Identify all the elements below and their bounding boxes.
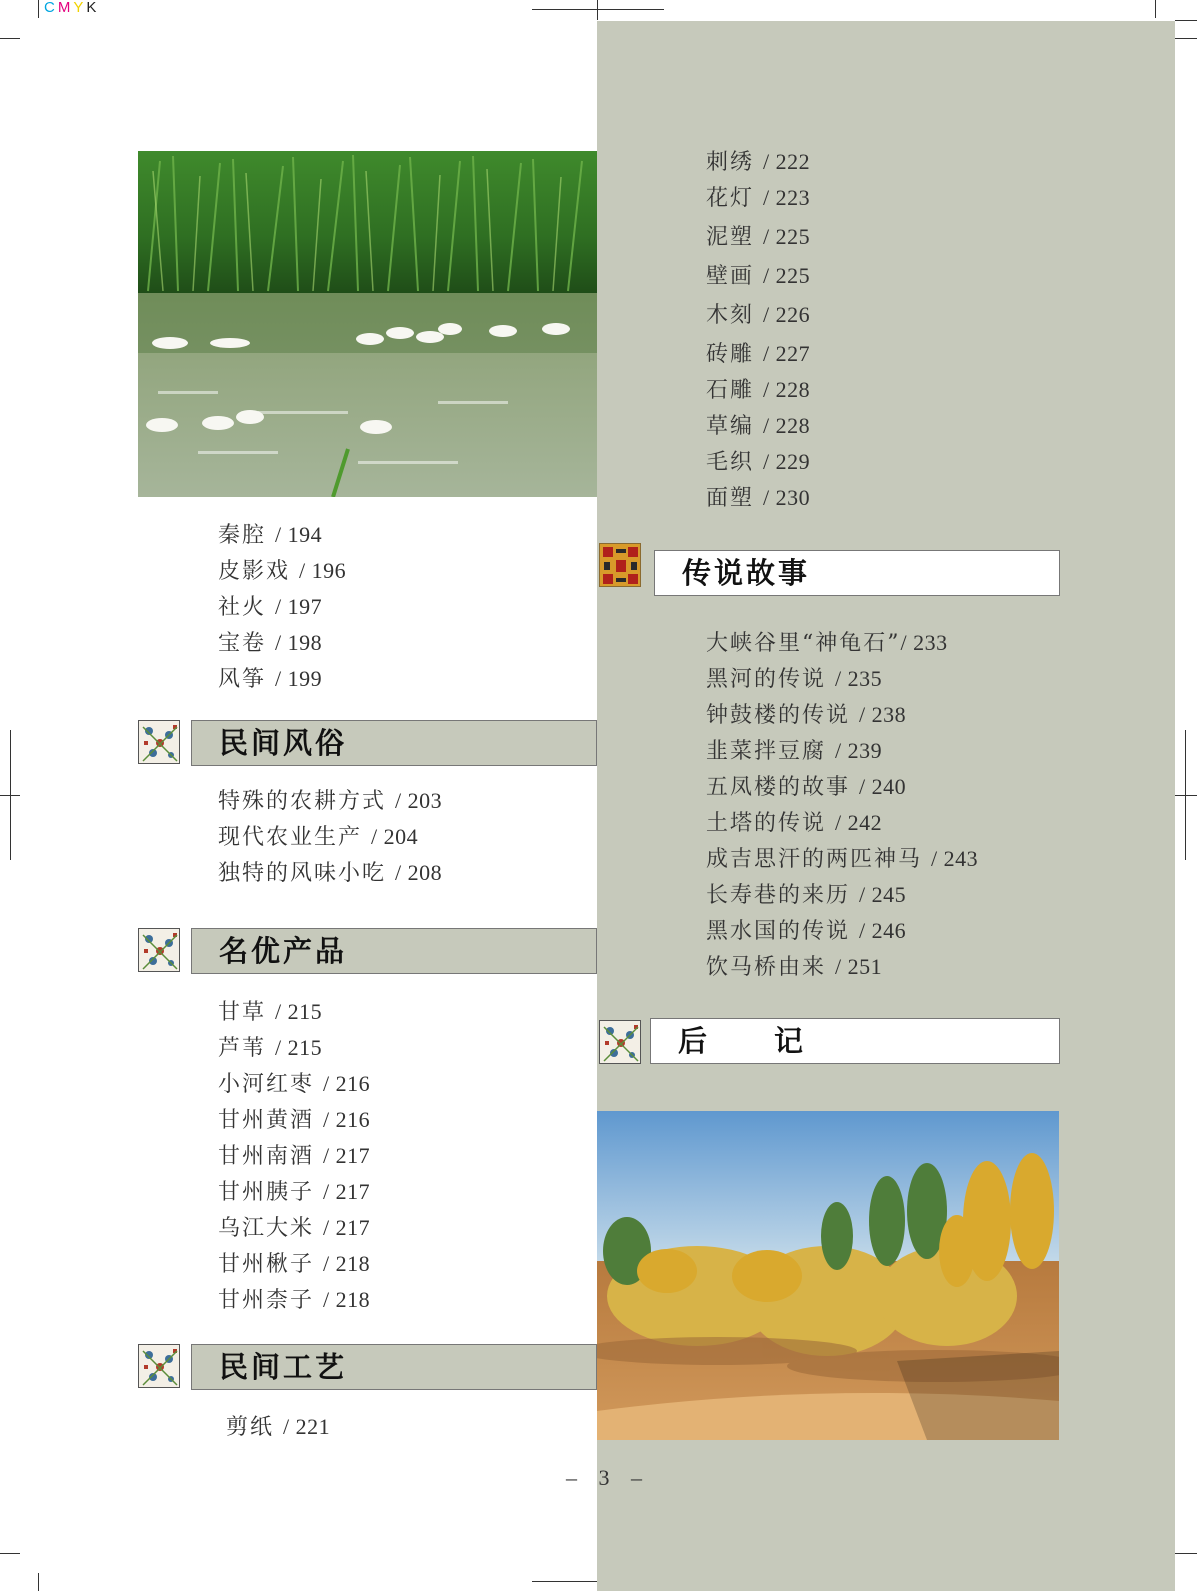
entry-page: / 218: [323, 1287, 371, 1312]
entry-page: / 233: [900, 630, 948, 655]
entry-title: 甘草: [218, 1000, 267, 1025]
entry-page: / 217: [323, 1215, 371, 1240]
entry-title: 现代农业生产: [218, 825, 363, 850]
entry-title: 乌江大米: [218, 1216, 315, 1241]
toc-entry[interactable]: [706, 149, 810, 176]
entry-page: / 251: [835, 954, 883, 979]
toc-entry[interactable]: [218, 1251, 370, 1278]
toc-entry[interactable]: [706, 738, 882, 765]
entry-title: 成吉思汗的两匹神马: [706, 847, 923, 872]
entry-title: 五凤楼的故事: [706, 775, 851, 800]
entry-title: 石雕: [706, 378, 755, 403]
entry-page: / 238: [859, 702, 907, 727]
entry-title: 甘州楸子: [218, 1252, 315, 1277]
toc-entry[interactable]: [706, 810, 882, 837]
entry-title: 刺绣: [706, 150, 755, 175]
entry-title: 饮马桥由来: [706, 955, 827, 980]
entry-page: / 216: [323, 1107, 371, 1132]
entry-title: 特殊的农耕方式: [218, 789, 387, 814]
entry-page: / 194: [275, 522, 323, 547]
toc-entry[interactable]: [218, 1287, 370, 1314]
entry-page: / 217: [323, 1143, 371, 1168]
toc-entry[interactable]: [218, 1215, 370, 1242]
crop-mark: [0, 38, 20, 39]
registration-mark: [1175, 795, 1197, 796]
toc-entry[interactable]: [218, 1071, 370, 1098]
toc-entry[interactable]: [706, 954, 882, 981]
entry-page: / 199: [275, 666, 323, 691]
section-title: 传说故事: [682, 556, 811, 590]
toc-entry[interactable]: [706, 882, 906, 909]
entry-title: 甘州南酒: [218, 1144, 315, 1169]
entry-page: / 196: [299, 558, 347, 583]
entry-page: / 204: [371, 824, 419, 849]
toc-entry[interactable]: [706, 185, 810, 212]
toc-entry[interactable]: [706, 846, 978, 873]
entry-title: 钟鼓楼的传说: [706, 703, 851, 728]
section-header-famous-products[interactable]: [191, 928, 597, 974]
entry-page: / 246: [859, 918, 907, 943]
entry-title: 小河红枣: [218, 1072, 315, 1097]
toc-entry[interactable]: [706, 224, 810, 251]
crop-mark: [0, 1553, 20, 1554]
toc-entry[interactable]: [218, 522, 322, 549]
section-title: 名优产品: [219, 934, 348, 968]
entry-page: / 245: [859, 882, 907, 907]
entry-title: 甘州黄酒: [218, 1108, 315, 1133]
entry-page: / 227: [763, 341, 811, 366]
entry-page: / 239: [835, 738, 883, 763]
toc-entry[interactable]: [218, 860, 442, 887]
entry-page: / 242: [835, 810, 883, 835]
section-header-legends[interactable]: [654, 550, 1060, 596]
toc-entry[interactable]: [706, 702, 906, 729]
entry-title: 壁画: [706, 264, 755, 289]
toc-entry[interactable]: [706, 377, 810, 404]
entry-title: 甘州柰子: [218, 1288, 315, 1313]
cmyk-c: C: [44, 0, 58, 16]
entry-title: 大峡谷里“神龟石”: [706, 631, 901, 656]
entry-title: 芦苇: [218, 1036, 267, 1061]
crop-mark: [1155, 0, 1156, 18]
folk-embroidery-emblem-icon: [138, 1344, 180, 1388]
crop-mark: [1175, 1553, 1197, 1554]
crop-mark: [38, 0, 39, 18]
entry-page: / 222: [763, 149, 811, 174]
section-header-folk-crafts[interactable]: [191, 1344, 597, 1390]
desert-poplars-photo: [597, 1111, 1059, 1440]
toc-entry[interactable]: [218, 630, 322, 657]
entry-page: / 229: [763, 449, 811, 474]
section-title: 民间工艺: [219, 1350, 348, 1384]
toc-entry[interactable]: [218, 788, 442, 815]
section-title: 后 记: [678, 1024, 807, 1058]
registration-mark: [532, 9, 664, 10]
entry-title: 甘州胰子: [218, 1180, 315, 1205]
toc-entry[interactable]: [218, 999, 322, 1026]
toc-entry[interactable]: [706, 774, 906, 801]
entry-title: 黑河的传说: [706, 667, 827, 692]
page-number: – 3 –: [566, 1465, 650, 1490]
entry-title: 毛织: [706, 450, 755, 475]
entry-title: 风筝: [218, 667, 267, 692]
entry-title: 草编: [706, 414, 755, 439]
toc-entry[interactable]: [706, 413, 810, 440]
section-header-afterword[interactable]: [650, 1018, 1060, 1064]
toc-entry[interactable]: [706, 630, 948, 657]
toc-entry[interactable]: [218, 1035, 322, 1062]
toc-entry[interactable]: [218, 1143, 370, 1170]
cmyk-y: Y: [73, 0, 87, 16]
entry-page: / 226: [763, 302, 811, 327]
entry-title: 皮影戏: [218, 559, 291, 584]
entry-page: / 216: [323, 1071, 371, 1096]
registration-mark: [0, 795, 20, 796]
toc-entry[interactable]: [226, 1414, 330, 1441]
toc-entry[interactable]: [706, 263, 810, 290]
registration-mark: [597, 0, 598, 20]
toc-entry[interactable]: [706, 918, 906, 945]
entry-page: / 243: [931, 846, 979, 871]
section-header-folk-customs[interactable]: [191, 720, 597, 766]
toc-entry[interactable]: [218, 666, 322, 693]
patterned-emblem-icon: [599, 543, 641, 587]
entry-page: / 225: [763, 224, 811, 249]
toc-entry[interactable]: [218, 558, 346, 585]
entry-page: / 235: [835, 666, 883, 691]
crop-mark: [1175, 20, 1197, 21]
entry-page: / 215: [275, 1035, 323, 1060]
entry-title: 土塔的传说: [706, 811, 827, 836]
entry-title: 花灯: [706, 186, 755, 211]
entry-page: / 221: [283, 1414, 331, 1439]
entry-title: 秦腔: [218, 523, 267, 548]
folk-embroidery-emblem-icon: [599, 1020, 641, 1064]
cmyk-k: K: [86, 0, 100, 16]
entry-page: / 228: [763, 377, 811, 402]
entry-page: / 223: [763, 185, 811, 210]
ducks-pond-photo: [138, 151, 597, 497]
entry-title: 黑水国的传说: [706, 919, 851, 944]
cmyk-color-bar: [44, 0, 99, 16]
entry-title: 砖雕: [706, 342, 755, 367]
cmyk-m: M: [57, 0, 74, 16]
entry-title: 韭菜拌豆腐: [706, 739, 827, 764]
entry-page: / 197: [275, 594, 323, 619]
entry-title: 社火: [218, 595, 267, 620]
entry-title: 独特的风味小吃: [218, 861, 387, 886]
entry-page: / 203: [395, 788, 443, 813]
crop-mark: [1175, 38, 1197, 39]
entry-page: / 240: [859, 774, 907, 799]
toc-entry[interactable]: [706, 449, 810, 476]
entry-title: 木刻: [706, 303, 755, 328]
entry-title: 宝卷: [218, 631, 267, 656]
toc-entry[interactable]: [218, 594, 322, 621]
entry-title: 泥塑: [706, 225, 755, 250]
entry-page: / 228: [763, 413, 811, 438]
entry-page: / 198: [275, 630, 323, 655]
entry-page: / 225: [763, 263, 811, 288]
folk-embroidery-emblem-icon: [138, 720, 180, 764]
crop-mark: [38, 1573, 39, 1591]
entry-title: 面塑: [706, 486, 755, 511]
toc-entry[interactable]: [706, 666, 882, 693]
toc-entry[interactable]: [706, 341, 810, 368]
entry-page: / 230: [763, 485, 811, 510]
toc-entry[interactable]: [218, 824, 418, 851]
toc-entry[interactable]: [218, 1179, 370, 1206]
entry-page: / 217: [323, 1179, 371, 1204]
folk-embroidery-emblem-icon: [138, 928, 180, 972]
toc-entry[interactable]: [706, 302, 810, 329]
section-title: 民间风俗: [219, 726, 348, 760]
entry-title: 长寿巷的来历: [706, 883, 851, 908]
toc-entry[interactable]: [218, 1107, 370, 1134]
toc-entry[interactable]: [706, 485, 810, 512]
entry-page: / 215: [275, 999, 323, 1024]
entry-title: 剪纸: [226, 1415, 275, 1440]
entry-page: / 208: [395, 860, 443, 885]
entry-page: / 218: [323, 1251, 371, 1276]
